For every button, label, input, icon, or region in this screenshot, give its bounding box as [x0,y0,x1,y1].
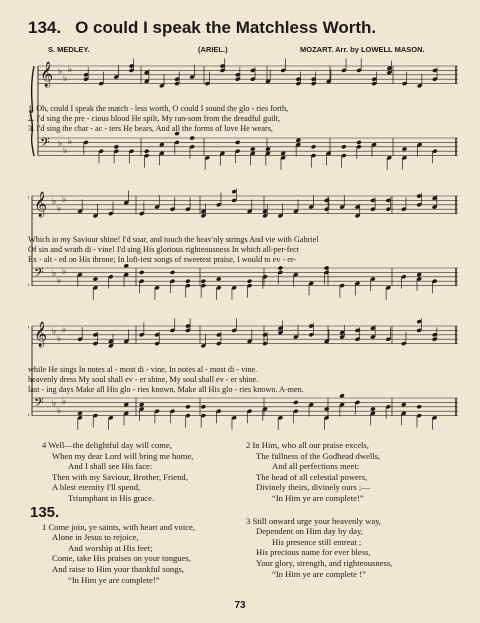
note-head [247,279,253,284]
flat-icon: ♭ [58,139,63,149]
treble-clef-icon: 𝄞 [34,192,48,217]
note-head [370,406,376,411]
flat-icon: ♭ [63,146,68,156]
note-head [185,404,191,409]
bass-clef-icon: 𝄢 [40,135,50,153]
note-head [250,146,256,151]
flat-icon: ♭ [57,334,62,344]
stanza-line: 4 Well—the delightful day will come, [42,440,172,450]
stanza-line: And I shall see His face: [68,461,153,472]
stanza-line: 2 In Him, who all our praise excels, [246,440,369,450]
flat-icon: ♭ [52,269,57,279]
flat-icon: ♭ [57,276,62,286]
lyrics-block [28,365,458,395]
lyrics-block [28,235,458,265]
note-head [159,142,165,147]
flat-icon: ♭ [62,195,67,205]
hymn-number: 134. [28,18,62,37]
music-system-1 [28,58,458,176]
hymn-title [28,18,468,38]
hymn-tune: (ARIEL.) [198,45,228,54]
note-head [416,272,422,277]
lyric-line: Of sin and wrath di - vine! I'd sing His glorious righteousness In which all-per-fect [28,245,299,254]
note-head [324,265,330,270]
note-head [200,279,206,284]
note-head [295,138,301,143]
note-head [341,144,347,149]
flat-icon: ♭ [58,67,63,77]
stanza-line: A blest eternity I'll spend, [52,482,141,493]
lyric-line: while He sings In notes al - most di - vine, In notes al - most di - vine. [28,365,258,374]
note-head [416,404,422,409]
stanza-line: Then with my Saviour, Brother, Friend, [52,471,188,482]
hymn-135-number: 135. [30,503,60,521]
stanza-line: Dependent on Him day by day, [256,526,363,537]
treble-clef-icon: 𝄞 [34,322,48,347]
flat-icon: ♭ [62,267,67,277]
music-system-2 [28,182,458,304]
note-head [170,270,176,275]
stanza-line: Come, take His praises on your tongues, [52,553,191,564]
right-column [246,440,392,579]
note-head [401,402,407,407]
lyric-line: last - ing days Make all His glo - ries known, Make all His glo - ries known. A-men. [28,385,304,394]
note-head [311,144,317,149]
lyric-line: Ex - alt - ed on His throne; In loft-iest songs of sweetest praise, I would to ev - er- [28,255,297,264]
flat-icon: ♭ [68,137,73,147]
stanza-line: Your glory, strength, and righteousness, [256,557,393,568]
lyric-line: 1. Oh, could I speak the match - less worth, O could I sound the glo - ries forth, [28,104,289,113]
note-head [144,149,150,154]
flat-icon: ♭ [52,197,57,207]
stanza-line: 1 Come join, ye saints, with heart and voice, [42,521,195,532]
note-head [139,270,145,275]
stanza-line: And all perfections meet: [272,461,360,472]
note-head [139,402,145,407]
hymn-composer: MOZART. Arr. by LOWELL MASON. [300,45,425,54]
flat-icon: ♭ [52,327,57,337]
note-head [280,151,286,156]
stanza-line: The head of all celestial powers, [256,471,368,482]
flat-icon: ♭ [62,397,67,407]
note-head [235,140,241,145]
music-system-3 [28,312,458,434]
stanza-line: “In Him ye are complete !” [272,568,366,579]
note-head [265,146,271,151]
note-head [278,265,284,270]
note-head [77,411,83,416]
left-column [30,440,195,585]
note-head [216,276,222,281]
note-head [93,276,99,281]
note-head [356,140,362,145]
flat-icon: ♭ [52,399,57,409]
lyric-line: Which in my Saviour shine! I'd soar, and touch the heav'nly strings And vie with Gabriel [28,235,319,244]
note-head [113,144,119,149]
note-head [189,135,195,140]
flat-icon: ♭ [63,74,68,84]
flat-icon: ♭ [57,204,62,214]
note-head [185,279,191,284]
flat-icon: ♭ [62,325,67,335]
bass-clef-icon: 𝄢 [34,395,44,413]
stanza-line: “In Him ye are complete!” [68,574,160,585]
page-number: 73 [234,600,246,611]
stanza-line: His precious name for ever bless, [256,547,371,558]
flat-icon: ♭ [57,406,62,416]
stanza-line: His presence still entreat ; [272,536,362,547]
note-head [200,404,206,409]
stanza-line: The fullness of the Godhead dwells, [256,450,381,461]
treble-clef-icon: 𝄞 [40,62,54,87]
stanza-line: “In Him ye are complete!” [272,492,364,503]
stanza-line: When my dear Lord will bring me home, [52,450,194,461]
hymn-meter: S. MEDLEY. [48,45,90,54]
stanza-line: Alone in Jesus to rejoice, [52,532,139,543]
flat-icon: ♭ [68,65,73,75]
stanza-line: Divinely theirs, divinely ours ;— [256,482,370,493]
bass-clef-icon: 𝄢 [34,265,44,283]
stanza-line: And raise to Him your thankful songs, [52,563,184,574]
stanza-line: Triumphant in His grace. [68,492,155,503]
note-head [293,400,299,405]
stanza-line: And worship at His feet; [68,542,153,553]
lyrics-block [28,104,458,134]
note-head [324,406,330,411]
note-head [402,146,408,151]
lyric-line: heavenly dress My soul shall ev - er shine, My soul shall ev - er shine. [28,375,259,384]
lyric-line: 3. I'd sing the char - ac - ters He bears, And all the forms of love He wears, [28,124,273,133]
stanza-line: 3 Still onward urge your heavenly way, [246,515,382,526]
note-head [123,402,129,407]
lyric-line: 2. I'd sing the pre - cious blood He spilt, My ran-som from the dreadful guilt, [28,114,281,123]
hymn-title-text: O could I speak the Matchless Worth. [75,18,377,37]
